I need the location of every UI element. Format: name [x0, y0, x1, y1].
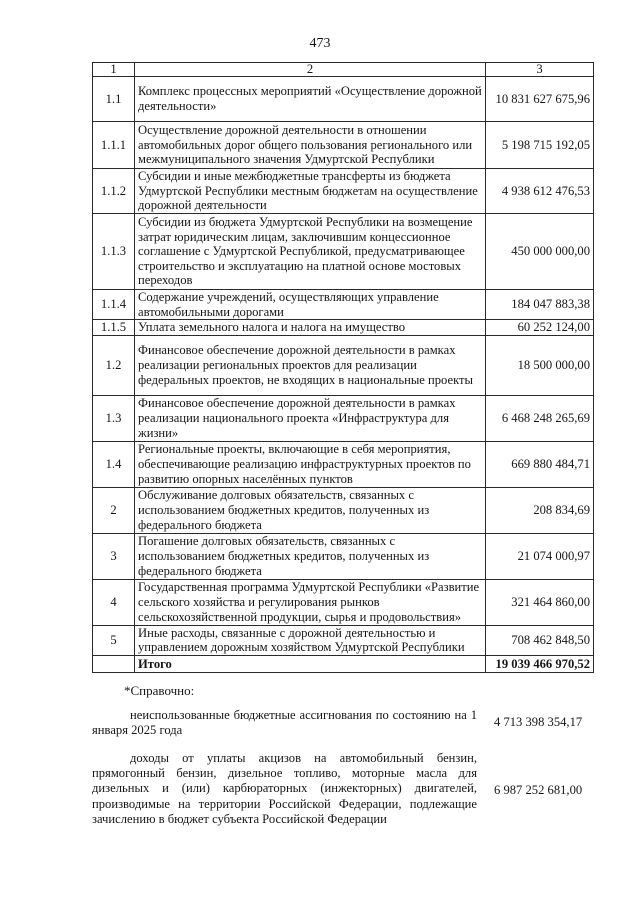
- row-code: 1.4: [93, 441, 135, 487]
- row-description: Региональные проекты, включающие в себя мероприятия, обеспечивающие реализацию инфраструктурных проектов по развитию опорных населённых пунктов: [135, 441, 486, 487]
- budget-table: [92, 62, 594, 673]
- table-row: [93, 290, 594, 320]
- header-col-1: 1: [93, 63, 135, 77]
- row-code: 1.1.3: [93, 214, 135, 290]
- table-row: [93, 579, 594, 625]
- row-amount: 669 880 484,71: [486, 441, 594, 487]
- row-description: Государственная программа Удмуртской Республики «Развитие сельского хозяйства и регулирования рынков сельскохозяйственной продукции, сырья и продовольствия»: [135, 579, 486, 625]
- row-description: Субсидии и иные межбюджетные трансферты из бюджета Удмуртской Республики местным бюджетам на осуществление дорожной деятельности: [135, 169, 486, 214]
- header-col-2: 2: [135, 63, 486, 77]
- table-row: [93, 169, 594, 214]
- row-code: 1.1: [93, 77, 135, 122]
- row-amount: 321 464 860,00: [486, 579, 594, 625]
- row-code: 1.1.4: [93, 290, 135, 320]
- row-amount: 708 462 848,50: [486, 625, 594, 655]
- table-row: [93, 77, 594, 122]
- row-description: Финансовое обеспечение дорожной деятельности в рамках реализации региональных проектов для реализации федеральных проектов, не входящих в национальные проекты: [135, 335, 486, 395]
- note-text: неиспользованные бюджетные ассигнования по состоянию на 1 января 2025 года: [92, 708, 477, 738]
- table-row: [93, 214, 594, 290]
- row-amount: 450 000 000,00: [486, 214, 594, 290]
- row-code: 1.1.2: [93, 169, 135, 214]
- row-amount: 10 831 627 675,96: [486, 77, 594, 122]
- table-row: [93, 625, 594, 655]
- page-number: 473: [309, 36, 331, 51]
- row-code: 1.1.1: [93, 122, 135, 169]
- row-description: Погашение долговых обязательств, связанных с использованием бюджетных кредитов, полученных из федерального бюджета: [135, 533, 486, 579]
- row-description: Содержание учреждений, осуществляющих управление автомобильными дорогами: [135, 290, 486, 320]
- table-row: [93, 320, 594, 336]
- table-row: [93, 122, 594, 169]
- total-label: Итого: [135, 655, 486, 672]
- row-code: 1.2: [93, 335, 135, 395]
- row-amount: 18 500 000,00: [486, 335, 594, 395]
- reference-label: *Справочно:: [124, 683, 195, 698]
- row-amount: 5 198 715 192,05: [486, 122, 594, 169]
- note-amount: 6 987 252 681,00: [494, 783, 583, 797]
- header-col-3: 3: [486, 63, 594, 77]
- row-code: 3: [93, 533, 135, 579]
- row-code: 5: [93, 625, 135, 655]
- row-description: Комплекс процессных мероприятий «Осуществление дорожной деятельности»: [135, 77, 486, 122]
- note-text: доходы от уплаты акцизов на автомобильный бензин, прямогонный бензин, дизельное топливо, моторные масла для дизельных и (или) карбюраторных (инжекторных) двигателей, производимые на территории Российской Федерации, подлежащие зачислению в бюджет субъекта Российской Федерации: [92, 751, 477, 826]
- row-amount: 21 074 000,97: [486, 533, 594, 579]
- row-amount: 184 047 883,38: [486, 290, 594, 320]
- row-code: 1.1.5: [93, 320, 135, 336]
- row-amount: 4 938 612 476,53: [486, 169, 594, 214]
- note-amount: 4 713 398 354,17: [494, 715, 583, 729]
- row-description: Осуществление дорожной деятельности в отношении автомобильных дорог общего пользования регионального или межмуниципального значения Удмуртской Республики: [135, 122, 486, 169]
- table-row: [93, 533, 594, 579]
- total-amount: 19 039 466 970,52: [486, 655, 594, 672]
- row-description: Иные расходы, связанные с дорожной деятельностью и управлением дорожным хозяйством Удмуртской Республики: [135, 625, 486, 655]
- row-description: Финансовое обеспечение дорожной деятельности в рамках реализации национального проекта «Инфраструктура для жизни»: [135, 395, 486, 441]
- table-row: [93, 441, 594, 487]
- row-description: Уплата земельного налога и налога на имущество: [135, 320, 486, 336]
- table-row: [93, 335, 594, 395]
- row-amount: 208 834,69: [486, 487, 594, 533]
- row-description: Обслуживание долговых обязательств, связанных с использованием бюджетных кредитов, полученных из федерального бюджета: [135, 487, 486, 533]
- row-code: 1.3: [93, 395, 135, 441]
- total-code: [93, 655, 135, 672]
- row-description: Субсидии из бюджета Удмуртской Республики на возмещение затрат юридическим лицам, заключившим концессионное соглашение с Удмуртской Республикой, предусматривающее строительство и эксплуатацию на платной основе мостовых переходов: [135, 214, 486, 290]
- row-code: 4: [93, 579, 135, 625]
- row-amount: 6 468 248 265,69: [486, 395, 594, 441]
- row-amount: 60 252 124,00: [486, 320, 594, 336]
- row-code: 2: [93, 487, 135, 533]
- table-header-row: [93, 63, 594, 77]
- table-total-row: [93, 655, 594, 672]
- table-row: [93, 487, 594, 533]
- table-row: [93, 395, 594, 441]
